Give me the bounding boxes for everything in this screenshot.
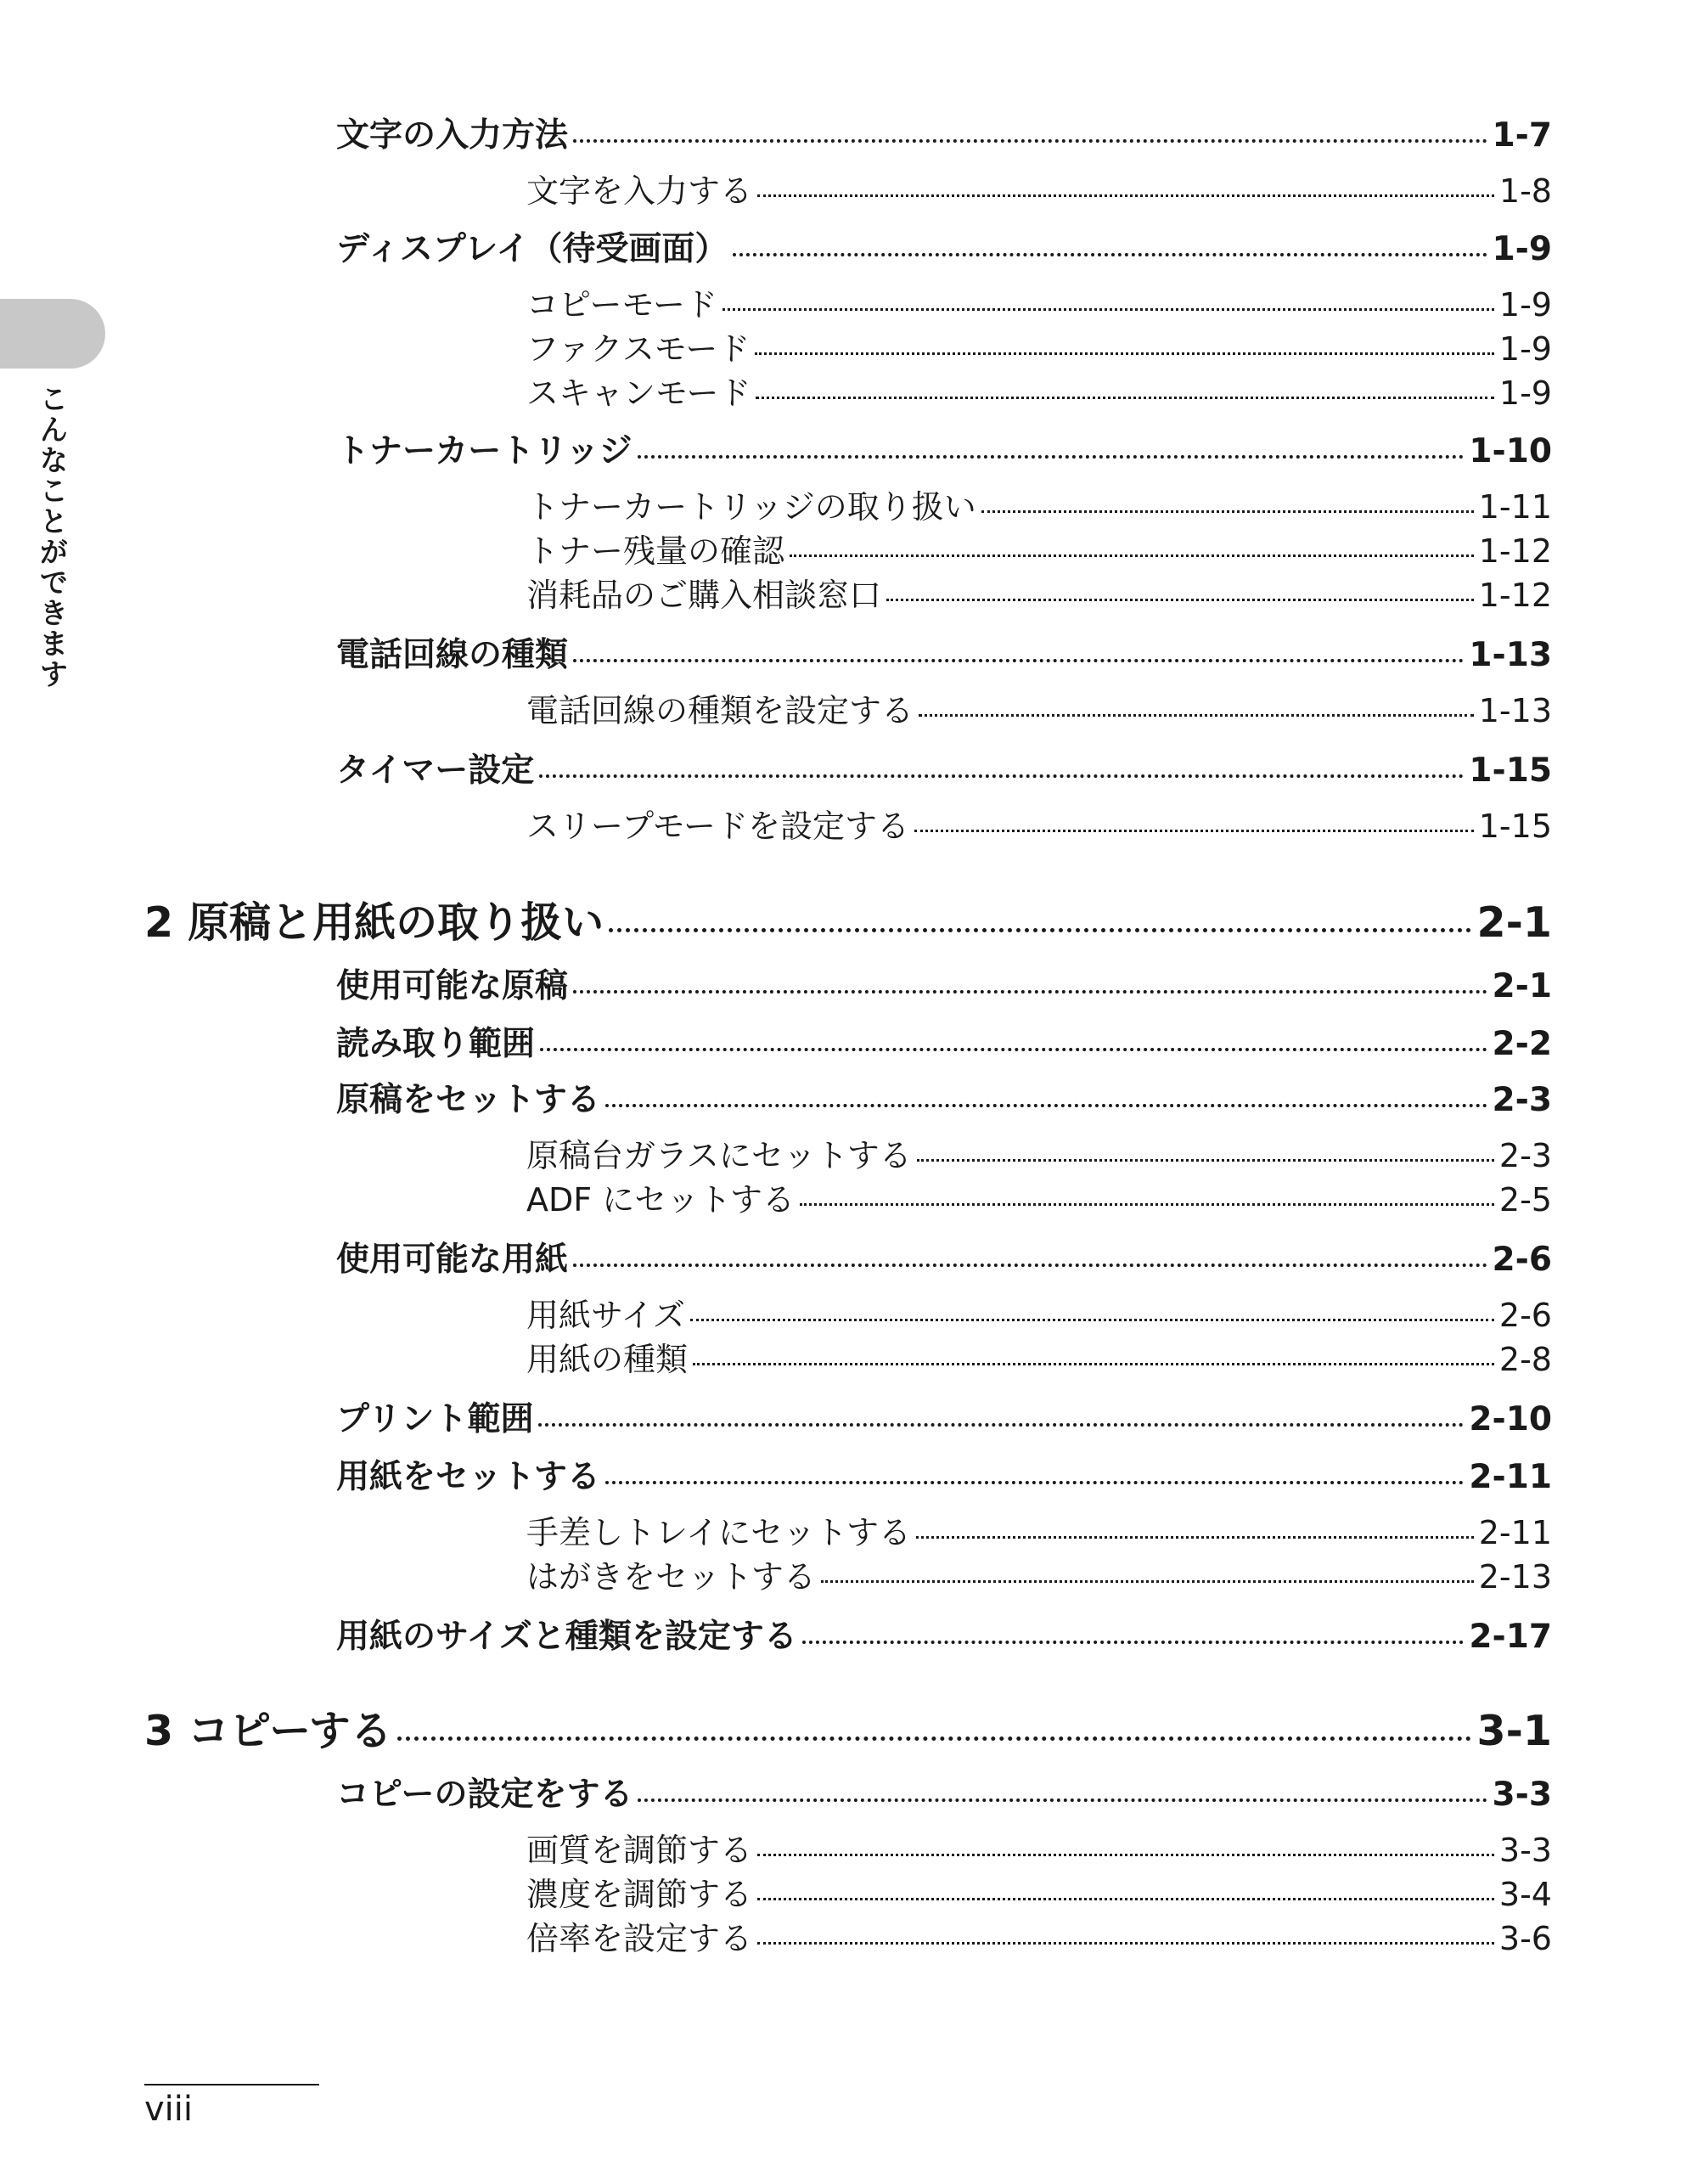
toc-entry-page: 3-4 (1498, 1876, 1552, 1913)
toc-dot-leader (733, 253, 1487, 256)
toc-entry-page: 2-6 (1492, 1241, 1552, 1279)
toc-entry-page: 1-9 (1492, 230, 1552, 268)
toc-entry-page: 3-3 (1492, 1776, 1552, 1814)
toc-entry-title: トナー残量の確認 (526, 532, 785, 570)
toc-dot-leader (573, 659, 1464, 662)
toc-entry-title: プリント範囲 (336, 1400, 534, 1438)
toc-dot-leader (638, 1798, 1487, 1802)
toc-entry-page: 3-6 (1498, 1920, 1552, 1957)
toc-entry-title: トナーカートリッジの取り扱い (526, 488, 976, 526)
toc-dot-leader (573, 1264, 1487, 1267)
toc-dot-leader (609, 928, 1471, 932)
toc-subsection-entry (526, 1506, 1552, 1551)
toc-dot-leader (540, 1048, 1487, 1051)
toc-subsection-entry (526, 1333, 1552, 1378)
toc-subsection-entry (526, 481, 1552, 526)
toc-entry-title: 濃度を調節する (526, 1876, 753, 1913)
toc-subsection-entry (526, 1912, 1552, 1957)
toc-dot-leader (790, 554, 1474, 557)
toc-entry-page: 2-3 (1498, 1137, 1552, 1174)
toc-dot-leader (981, 510, 1474, 513)
toc-dot-leader (690, 1319, 1494, 1321)
toc-entry-title: 用紙の種類 (526, 1341, 689, 1378)
toc-entry-page: 1-7 (1492, 116, 1552, 155)
toc-entry-title: ファクスモード (526, 330, 751, 368)
toc-entry-title: 2 原稿と用紙の取り扱い (144, 898, 604, 947)
toc-dot-leader (757, 194, 1494, 197)
toc-dot-leader (693, 1363, 1494, 1365)
toc-dot-leader (538, 1423, 1464, 1427)
toc-subsection-entry (526, 323, 1552, 368)
toc-entry-title: タイマー設定 (336, 751, 535, 790)
toc-entry-page: 2-13 (1478, 1558, 1552, 1596)
toc-subsection-entry (526, 279, 1552, 324)
toc-chapter-entry (144, 890, 1552, 947)
toc-subsection-entry (526, 1551, 1552, 1596)
toc-dot-leader (539, 774, 1464, 778)
toc-subsection-entry (526, 525, 1552, 570)
toc-section-entry (336, 1073, 1552, 1119)
toc-section-entry (336, 1610, 1552, 1656)
toc-section-entry (336, 1393, 1552, 1438)
toc-section-entry (336, 425, 1552, 470)
toc-section-entry (336, 628, 1552, 674)
toc-section-entry (336, 960, 1552, 1005)
toc-section-entry (336, 1233, 1552, 1279)
toc-entry-title: コピーの設定をする (336, 1776, 633, 1814)
toc-entry-title: 消耗品のご購入相談窓口 (526, 577, 882, 614)
toc-dot-leader (917, 1159, 1494, 1162)
toc-entry-title: 電話回線の種類 (336, 636, 569, 674)
toc-entry-title: 原稿台ガラスにセットする (526, 1137, 912, 1174)
toc-entry-page: 1-12 (1478, 532, 1552, 570)
toc-entry-title: 読み取り範囲 (336, 1025, 536, 1063)
toc-entry-title: 倍率を設定する (526, 1920, 753, 1957)
toc-section-entry (336, 109, 1552, 155)
toc-subsection-entry (526, 1824, 1552, 1869)
toc-entry-page: 3-1 (1476, 1707, 1552, 1755)
toc-dot-leader (397, 1737, 1472, 1741)
toc-entry-page: 1-11 (1478, 488, 1552, 526)
toc-entry-page: 1-12 (1478, 577, 1552, 614)
toc-entry-title: 電話回線の種類を設定する (526, 692, 914, 729)
toc-entry-page: 2-2 (1492, 1025, 1552, 1063)
toc-entry-title: コピーモード (526, 286, 717, 324)
toc-dot-leader (605, 1481, 1465, 1484)
toc-subsection-entry (526, 165, 1552, 210)
toc-entry-title: 用紙のサイズと種類を設定する (336, 1618, 797, 1656)
toc-subsection-entry (526, 1868, 1552, 1913)
toc-section-entry (336, 1450, 1552, 1496)
toc-entry-title: 使用可能な原稿 (336, 967, 569, 1005)
toc-subsection-entry (526, 1289, 1552, 1334)
toc-dot-leader (722, 308, 1494, 311)
toc-entry-page: 1-10 (1469, 432, 1552, 470)
toc-entry-title: 文字の入力方法 (336, 116, 569, 155)
toc-entry-page: 1-9 (1498, 330, 1552, 368)
toc-entry-title: スリープモードを設定する (526, 808, 910, 845)
toc-subsection-entry (526, 569, 1552, 614)
toc-entry-page: 2-6 (1498, 1297, 1552, 1334)
toc-entry-page: 2-5 (1498, 1181, 1552, 1219)
toc-entry-page: 1-8 (1498, 172, 1552, 210)
toc-subsection-entry (526, 684, 1552, 729)
toc-entry-page: 2-11 (1478, 1514, 1552, 1551)
toc-subsection-entry (526, 800, 1552, 845)
toc-dot-leader (800, 1203, 1494, 1206)
toc-dot-leader (638, 455, 1465, 459)
toc-chapter-entry (144, 1698, 1552, 1755)
toc-entry-title: はがきをセットする (526, 1558, 816, 1596)
toc-dot-leader (573, 139, 1487, 143)
toc-entry-page: 3-3 (1498, 1832, 1552, 1869)
toc-entry-title: 3 コピーする (144, 1707, 392, 1755)
toc-dot-leader (756, 397, 1493, 399)
toc-section-entry (336, 222, 1552, 268)
toc-dot-leader (802, 1641, 1465, 1644)
toc-entry-page: 1-13 (1478, 692, 1552, 729)
toc-entry-page: 1-9 (1498, 286, 1552, 324)
toc-entry-title: ディスプレイ（待受画面） (336, 230, 728, 268)
toc-section-entry (336, 1768, 1552, 1814)
toc-entry-title: トナーカートリッジ (336, 432, 633, 470)
toc-section-entry (336, 1017, 1552, 1063)
footer-rule (144, 2084, 319, 2085)
toc-dot-leader (757, 1942, 1494, 1945)
toc-entry-page: 2-1 (1476, 898, 1552, 947)
toc-entry-title: 原稿をセットする (336, 1081, 600, 1119)
toc-entry-title: 使用可能な用紙 (336, 1241, 569, 1279)
chapter-side-label: こんなことができます (34, 384, 68, 690)
toc-entry-page: 2-1 (1492, 967, 1552, 1005)
toc-dot-leader (757, 1854, 1494, 1856)
toc-entry-page: 2-3 (1492, 1081, 1552, 1119)
toc-entry-page: 1-9 (1498, 374, 1552, 412)
toc-dot-leader (755, 352, 1494, 355)
toc-entry-page: 1-15 (1469, 751, 1552, 790)
toc-entry-title: 用紙サイズ (526, 1297, 685, 1334)
toc-subsection-entry (526, 1129, 1552, 1174)
toc-dot-leader (886, 599, 1474, 601)
toc-dot-leader (919, 714, 1474, 717)
page-number: viii (144, 2090, 194, 2129)
toc-entry-title: 文字を入力する (526, 172, 753, 210)
toc-dot-leader (757, 1898, 1494, 1900)
toc-dot-leader (573, 990, 1487, 993)
toc-entry-page: 1-15 (1478, 808, 1552, 845)
toc-entry-title: 手差しトレイにセットする (526, 1514, 911, 1551)
toc-entry-title: ADF にセットする (526, 1181, 796, 1219)
toc-dot-leader (916, 1536, 1474, 1539)
toc-entry-title: 画質を調節する (526, 1832, 753, 1869)
toc-entry-title: スキャンモード (526, 374, 751, 412)
toc-entry-page: 2-10 (1469, 1400, 1552, 1438)
toc-subsection-entry (526, 1174, 1552, 1219)
toc-dot-leader (914, 830, 1474, 832)
toc-entry-page: 2-11 (1469, 1458, 1552, 1496)
toc-dot-leader (605, 1104, 1487, 1107)
toc-entry-page: 2-8 (1498, 1341, 1552, 1378)
toc-section-entry (336, 744, 1552, 790)
toc-subsection-entry (526, 367, 1552, 412)
toc-entry-page: 1-13 (1469, 636, 1552, 674)
toc-entry-title: 用紙をセットする (336, 1458, 600, 1496)
toc-entry-page: 2-17 (1469, 1618, 1552, 1656)
toc-dot-leader (821, 1580, 1474, 1583)
